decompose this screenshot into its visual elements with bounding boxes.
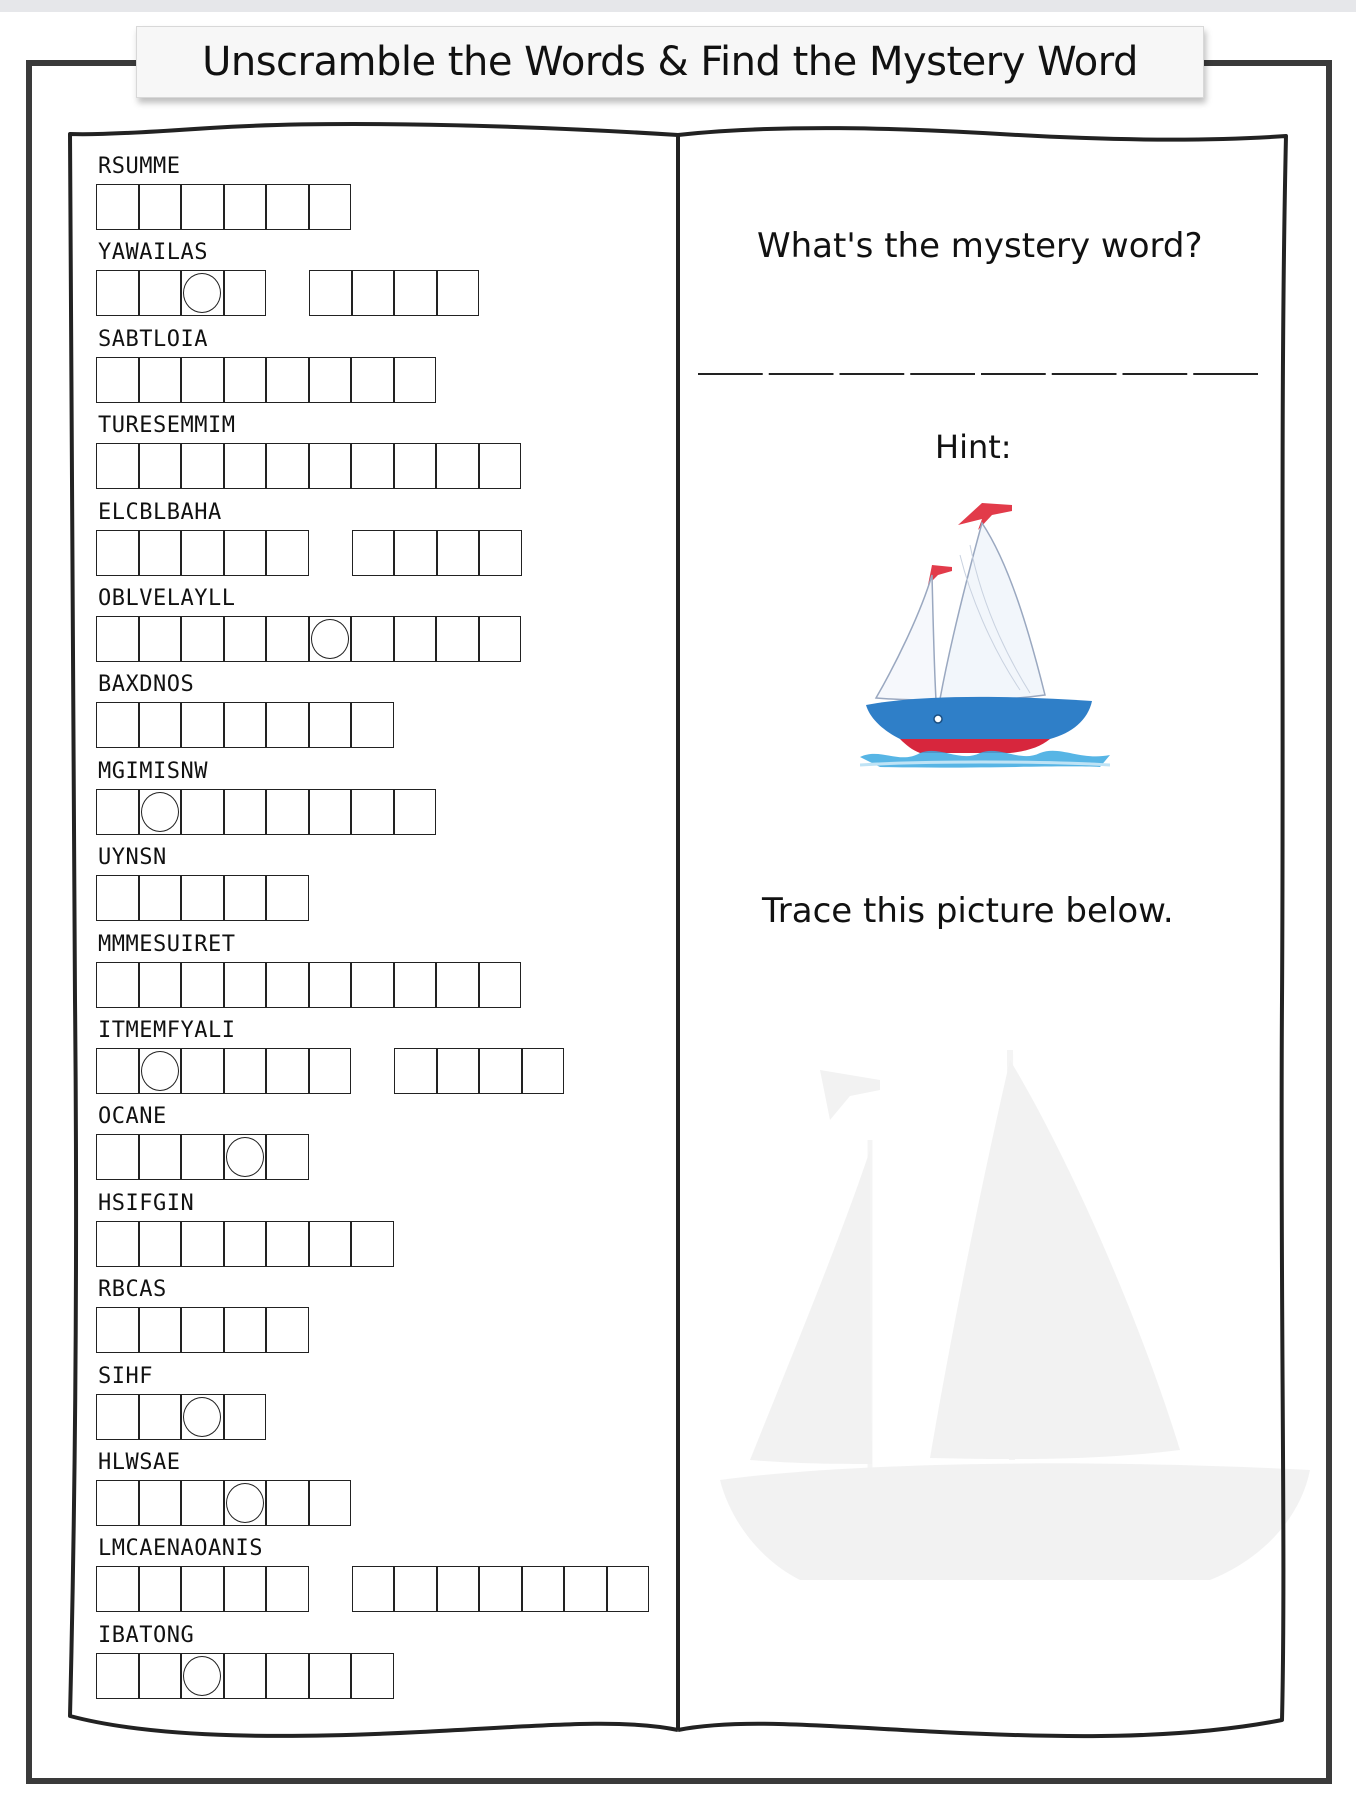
hull-blue <box>866 697 1092 739</box>
letter-box[interactable] <box>522 1566 565 1612</box>
letter-box-row <box>96 1307 309 1353</box>
mystery-word-answer-blanks[interactable] <box>698 358 1258 378</box>
letter-box[interactable] <box>139 1134 182 1180</box>
letter-box[interactable] <box>96 1048 139 1094</box>
letter-box[interactable] <box>139 1566 182 1612</box>
letter-box[interactable] <box>96 616 139 662</box>
letter-box[interactable] <box>139 702 182 748</box>
scrambled-word: UYNSN <box>98 845 167 871</box>
letter-box-row <box>96 270 479 316</box>
scrambled-word: MMMESUIRET <box>98 931 236 957</box>
letter-box[interactable] <box>224 1221 267 1267</box>
letter-box[interactable] <box>266 1307 309 1353</box>
scrambled-word: SABTLOIA <box>98 326 208 352</box>
letter-box-row <box>96 1394 266 1440</box>
letter-box[interactable] <box>479 962 522 1008</box>
letter-box[interactable] <box>436 443 479 489</box>
letter-box[interactable] <box>266 1048 309 1094</box>
letter-box[interactable] <box>394 789 437 835</box>
letter-box[interactable] <box>181 357 224 403</box>
letter-box[interactable] <box>351 357 394 403</box>
letter-box[interactable] <box>352 1566 395 1612</box>
letter-box[interactable] <box>224 1134 267 1180</box>
letter-box[interactable] <box>139 184 182 230</box>
flag-top <box>958 503 1012 530</box>
letter-box-row <box>96 357 436 403</box>
letter-box[interactable] <box>224 1566 267 1612</box>
letter-box[interactable] <box>351 962 394 1008</box>
letter-box[interactable] <box>224 1394 267 1440</box>
letter-box[interactable] <box>96 1134 139 1180</box>
letter-box[interactable] <box>266 1221 309 1267</box>
letter-box[interactable] <box>181 530 224 576</box>
letter-box[interactable] <box>96 530 139 576</box>
letter-box[interactable] <box>607 1566 650 1612</box>
letter-box[interactable] <box>139 1048 182 1094</box>
mystery-letter-circle <box>183 273 221 313</box>
sailboat-trace-outline[interactable] <box>720 1040 1310 1600</box>
mystery-word-question: What's the mystery word? <box>757 226 1203 266</box>
letter-box[interactable] <box>266 184 309 230</box>
letter-box[interactable] <box>139 962 182 1008</box>
mystery-letter-circle <box>141 1051 179 1091</box>
letter-box[interactable] <box>181 789 224 835</box>
letter-box[interactable] <box>181 1653 224 1699</box>
worksheet-title: Unscramble the Words & Find the Mystery Word <box>202 39 1138 85</box>
letter-box[interactable] <box>436 616 479 662</box>
letter-box[interactable] <box>309 702 352 748</box>
scrambled-word: ELCBLBAHA <box>98 499 222 525</box>
letter-box[interactable] <box>96 1221 139 1267</box>
letter-box-row <box>96 789 436 835</box>
letter-box[interactable] <box>224 270 267 316</box>
scrambled-word: SIHF <box>98 1363 153 1389</box>
letter-box[interactable] <box>139 875 182 921</box>
letter-box-row <box>96 1048 564 1094</box>
letter-box[interactable] <box>479 443 522 489</box>
letter-box[interactable] <box>224 1307 267 1353</box>
letter-box[interactable] <box>181 1480 224 1526</box>
fore-sail <box>876 575 936 700</box>
letter-box[interactable] <box>394 1048 437 1094</box>
letter-box-row <box>96 1480 351 1526</box>
letter-box[interactable] <box>224 184 267 230</box>
letter-box-row <box>96 1221 394 1267</box>
sailboat-hint-image <box>860 495 1110 780</box>
letter-box[interactable] <box>224 962 267 1008</box>
scrambled-word: HSIFGIN <box>98 1190 195 1216</box>
letter-box[interactable] <box>181 1307 224 1353</box>
letter-box[interactable] <box>266 1480 309 1526</box>
letter-box[interactable] <box>309 270 352 316</box>
letter-box[interactable] <box>224 1048 267 1094</box>
letter-box[interactable] <box>96 1480 139 1526</box>
letter-box-row <box>96 616 521 662</box>
letter-box[interactable] <box>394 530 437 576</box>
letter-box-row <box>96 1566 649 1612</box>
letter-box[interactable] <box>394 1566 437 1612</box>
letter-box[interactable] <box>96 1307 139 1353</box>
letter-box[interactable] <box>224 616 267 662</box>
letter-box[interactable] <box>139 616 182 662</box>
letter-box[interactable] <box>437 1566 480 1612</box>
letter-box[interactable] <box>224 530 267 576</box>
letter-box[interactable] <box>181 1048 224 1094</box>
letter-box[interactable] <box>266 443 309 489</box>
letter-box[interactable] <box>139 270 182 316</box>
letter-box[interactable] <box>181 1566 224 1612</box>
letter-box[interactable] <box>351 702 394 748</box>
letter-box-row <box>96 1653 394 1699</box>
book-spine <box>677 135 678 1730</box>
letter-box-row <box>96 702 394 748</box>
letter-box[interactable] <box>96 1653 139 1699</box>
letter-box[interactable] <box>394 443 437 489</box>
scrambled-word: BAXDNOS <box>98 672 195 698</box>
letter-box[interactable] <box>224 789 267 835</box>
letter-box[interactable] <box>224 357 267 403</box>
mystery-letter-circle <box>311 619 349 659</box>
letter-box[interactable] <box>96 184 139 230</box>
letter-box[interactable] <box>437 530 480 576</box>
letter-box[interactable] <box>139 1307 182 1353</box>
letter-box[interactable] <box>96 702 139 748</box>
letter-box[interactable] <box>309 443 352 489</box>
scrambled-word: ITMEMFYALI <box>98 1018 236 1043</box>
letter-box[interactable] <box>479 530 522 576</box>
hint-label: Hint: <box>935 428 1012 466</box>
letter-box[interactable] <box>181 270 224 316</box>
letter-box[interactable] <box>437 270 480 316</box>
scrambled-word: IBATONG <box>98 1622 195 1648</box>
letter-box[interactable] <box>437 1048 480 1094</box>
letter-box[interactable] <box>266 1566 309 1612</box>
letter-box[interactable] <box>181 184 224 230</box>
scrambled-word: LMCAENAOANIS <box>98 1536 263 1562</box>
porthole <box>934 715 942 723</box>
letter-box[interactable] <box>309 184 352 230</box>
scrambled-word: RSUMME <box>98 154 181 179</box>
scrambled-word: RBCAS <box>98 1277 167 1303</box>
letter-box[interactable] <box>224 443 267 489</box>
letter-box[interactable] <box>309 357 352 403</box>
letter-box-row <box>96 875 309 921</box>
letter-box[interactable] <box>522 1048 565 1094</box>
letter-box[interactable] <box>96 1394 139 1440</box>
letter-box[interactable] <box>181 443 224 489</box>
water-waves <box>860 751 1110 768</box>
letter-box[interactable] <box>224 875 267 921</box>
letter-box[interactable] <box>479 616 522 662</box>
letter-box[interactable] <box>224 702 267 748</box>
letter-box[interactable] <box>266 789 309 835</box>
letter-box[interactable] <box>351 789 394 835</box>
letter-box[interactable] <box>436 962 479 1008</box>
letter-box[interactable] <box>96 962 139 1008</box>
letter-box[interactable] <box>266 962 309 1008</box>
letter-box[interactable] <box>181 1394 224 1440</box>
letter-box[interactable] <box>96 789 139 835</box>
trace-instruction: Trace this picture below. <box>762 891 1174 931</box>
letter-box[interactable] <box>351 1653 394 1699</box>
letter-box[interactable] <box>139 530 182 576</box>
letter-box-row <box>96 962 521 1008</box>
letter-box[interactable] <box>309 1480 352 1526</box>
letter-box[interactable] <box>181 616 224 662</box>
letter-box[interactable] <box>139 789 182 835</box>
letter-box[interactable] <box>266 616 309 662</box>
letter-box[interactable] <box>139 1653 182 1699</box>
letter-box[interactable] <box>224 1480 267 1526</box>
letter-box[interactable] <box>394 962 437 1008</box>
letter-box[interactable] <box>352 270 395 316</box>
letter-box[interactable] <box>96 443 139 489</box>
letter-box[interactable] <box>96 875 139 921</box>
letter-box[interactable] <box>266 357 309 403</box>
letter-box-row <box>96 530 522 576</box>
letter-box[interactable] <box>352 530 395 576</box>
mystery-letter-circle <box>183 1397 221 1437</box>
letter-box[interactable] <box>309 1048 352 1094</box>
letter-box[interactable] <box>479 1566 522 1612</box>
letter-box-row <box>96 184 351 230</box>
mystery-letter-circle <box>226 1137 264 1177</box>
letter-box[interactable] <box>309 962 352 1008</box>
letter-box[interactable] <box>394 270 437 316</box>
letter-box[interactable] <box>181 875 224 921</box>
letter-box[interactable] <box>266 530 309 576</box>
scrambled-word: OCANE <box>98 1104 167 1130</box>
letter-box[interactable] <box>181 1221 224 1267</box>
letter-box[interactable] <box>181 1134 224 1180</box>
letter-box[interactable] <box>139 443 182 489</box>
scrambled-word: HLWSAE <box>98 1450 181 1475</box>
letter-box[interactable] <box>351 1221 394 1267</box>
title-banner <box>136 26 1204 98</box>
letter-box[interactable] <box>266 1653 309 1699</box>
letter-box[interactable] <box>181 962 224 1008</box>
letter-box[interactable] <box>181 702 224 748</box>
letter-box[interactable] <box>351 443 394 489</box>
letter-box[interactable] <box>139 357 182 403</box>
letter-box[interactable] <box>351 616 394 662</box>
mystery-letter-circle <box>226 1483 264 1523</box>
scrambled-word: OBLVELAYLL <box>98 586 236 611</box>
mystery-letter-circle <box>183 1656 221 1696</box>
letter-box[interactable] <box>266 702 309 748</box>
scrambled-word: TURESEMMIM <box>98 413 236 439</box>
letter-box[interactable] <box>309 1653 352 1699</box>
hull-red <box>900 739 1050 753</box>
letter-box[interactable] <box>139 1480 182 1526</box>
letter-box[interactable] <box>224 1653 267 1699</box>
letter-box[interactable] <box>96 357 139 403</box>
letter-box[interactable] <box>96 270 139 316</box>
letter-box[interactable] <box>309 789 352 835</box>
letter-box[interactable] <box>266 1134 309 1180</box>
letter-box[interactable] <box>564 1566 607 1612</box>
letter-box[interactable] <box>309 1221 352 1267</box>
letter-box[interactable] <box>479 1048 522 1094</box>
letter-box-row <box>96 443 521 489</box>
scrambled-word: YAWAILAS <box>98 240 208 266</box>
letter-box-row <box>96 1134 309 1180</box>
letter-box[interactable] <box>139 1394 182 1440</box>
scrambled-word: MGIMISNW <box>98 758 208 784</box>
letter-box[interactable] <box>394 616 437 662</box>
letter-box[interactable] <box>139 1221 182 1267</box>
mystery-letter-circle <box>141 792 179 832</box>
letter-box[interactable] <box>266 875 309 921</box>
letter-box[interactable] <box>394 357 437 403</box>
letter-box[interactable] <box>96 1566 139 1612</box>
letter-box[interactable] <box>309 616 352 662</box>
main-sail <box>940 523 1045 700</box>
